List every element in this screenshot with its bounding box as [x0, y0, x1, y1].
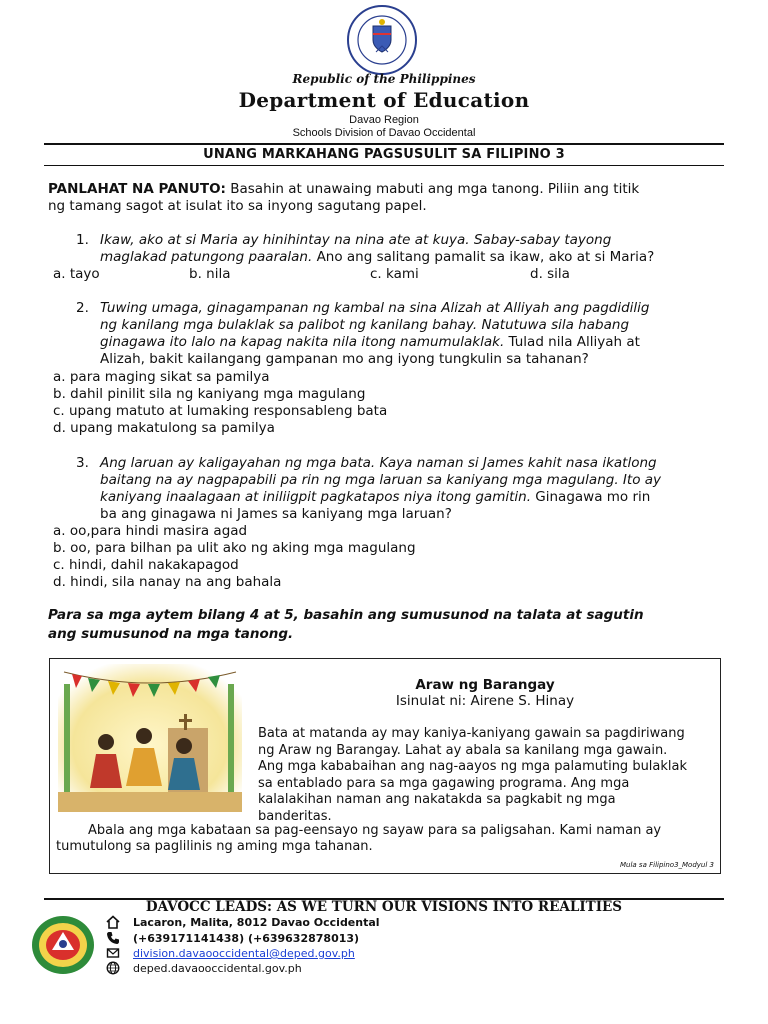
q3-line2: baitang na ay nagpapabili pa rin ng mga laruan sa kaniyang mga magulang. Ito ay [100, 472, 662, 488]
q1-option-a: a. tayo [53, 266, 100, 282]
q3-text [100, 455, 720, 506]
email-icon [106, 946, 120, 960]
deped-seal-logo [346, 4, 418, 76]
story-p1-line: Bata at matanda ay may kaniya-kaniyang gawain sa pagdiriwang [258, 726, 685, 741]
q2-option-b: b. dahil pinilit sila ng kaniyang mga magulang [53, 386, 366, 402]
q2-options [53, 369, 387, 437]
region-line: Davao Region [349, 114, 419, 126]
story-author: Isinulat ni: Airene S. Hinay [395, 693, 575, 709]
festival-illustration [58, 664, 242, 812]
story-p2-line2: tumutulong sa paglilinis ng aming mga tahanan. [56, 839, 373, 854]
story-source: Mula sa Filipino3_Modyul 3 [620, 861, 714, 869]
q3-option-b: b. oo, para bilhan pa ulit ako ng aking mga magulang [53, 540, 416, 556]
q1-number: 1. [76, 232, 89, 248]
footer-website[interactable]: deped.davaooccidental.gov.ph [133, 962, 302, 975]
q3-line1: Ang laruan ay kaligayahan ng mga bata. Kaya naman si James kahit nasa ikatlong [100, 455, 657, 471]
section-line2: ang sumusunod na mga tanong. [48, 626, 294, 642]
q2-option-a: a. para maging sikat sa pamilya [53, 369, 270, 385]
q2-option-d: d. upang makatulong sa pamilya [53, 420, 275, 436]
footer-email-link[interactable]: division.davaooccidental@deped.gov.ph [133, 947, 355, 960]
q3-option-d: d. hindi, sila nanay na ang bahala [53, 574, 282, 590]
section-line1: Para sa mga aytem bilang 4 at 5, basahin ang sumusunod na talata at sagutin [48, 607, 644, 623]
footer-phone: (+639171141438) (+639632878013) [133, 932, 360, 945]
q1-option-c: c. kami [370, 266, 419, 282]
story-p1-line: sa entablado para sa mga gagawing programa. Ang mga [258, 775, 630, 791]
republic-line: Republic of the Philippines [292, 72, 476, 86]
division-logo [30, 914, 96, 976]
footer-address: Lacaron, Malita, 8012 Davao Occidental [133, 916, 380, 929]
story-p1-line: Ang mga kababaihan ang nag-aayos ng mga palamuting bulaklak [258, 759, 688, 775]
division-line: Schools Division of Davao Occidental [292, 127, 476, 139]
q2-line3-italic: ginagawa ito lalo na kapag nakita nila itong namumulaklak. [100, 334, 505, 350]
story-paragraph-1 [258, 726, 714, 826]
story-p1-line: kalalakihan naman ang nakatakda sa pagkabit ng mga [258, 792, 616, 808]
q2-number: 2. [76, 300, 89, 316]
q2-line2: ng kanilang mga bulaklak sa palibot ng kanilang bahay. Natutuwa sila habang [100, 317, 630, 333]
story-p1-line: banderitas. [258, 808, 332, 824]
header-divider [44, 143, 724, 145]
story-p2-line1: Abala ang mga kabataan sa pag-eensayo ng sayaw para sa paligsahan. Kami naman ay [88, 823, 662, 838]
globe-icon [106, 961, 120, 975]
q2-text [100, 300, 720, 368]
department-name: Department of Education [238, 88, 530, 112]
q3-option-c: c. hindi, dahil nakakapagod [53, 557, 239, 573]
q2-option-c: c. upang matuto at lumaking responsableng bata [53, 403, 388, 419]
story-title: Araw ng Barangay [415, 677, 555, 693]
footer-slogan: DAVOCC LEADS: AS WE TURN OUR VISIONS INTO REALITIES [145, 899, 623, 915]
q3-options [53, 523, 416, 591]
q3-line3-italic: kaniyang inaalagaan at iniliigpit pagkatapos niya itong gamitin. [100, 489, 531, 505]
title-divider [44, 165, 724, 166]
home-icon [106, 915, 120, 929]
phone-icon [106, 931, 120, 945]
exam-title: UNANG MARKAHANG PAGSUSULIT SA FILIPINO 3 [203, 147, 565, 162]
q3-line3: Ginagawa mo rin [531, 489, 651, 505]
instructions-label: PANLAHAT NA PANUTO: [48, 181, 226, 197]
q1-text [100, 232, 720, 266]
q1-line2: Ano ang salitang pamalit sa ikaw, ako at si Maria? [312, 249, 655, 265]
section-instruction [48, 606, 748, 644]
q3-option-a: a. oo,para hindi masira agad [53, 523, 248, 539]
q1-option-b: b. nila [189, 266, 231, 282]
q1-line2-italic: maglakad patungong paaralan. [100, 249, 313, 265]
instructions [48, 181, 728, 215]
instructions-line1: Basahin at unawaing mabuti ang mga tanong. Piliin ang titik [225, 181, 640, 197]
story-p1-line: ng Araw ng Barangay. Lahat ay abala sa kanilang mga gawain. [258, 742, 668, 758]
q1-line1: Ikaw, ako at si Maria ay hinihintay na nina ate at kuya. Sabay-sabay tayong [100, 232, 612, 248]
q2-line3: Tulad nila Alliyah at [504, 334, 640, 350]
q1-option-d: d. sila [530, 266, 570, 282]
q2-line1: Tuwing umaga, ginagampanan ng kambal na sina Alizah at Alliyah ang pagdidilig [100, 300, 650, 316]
instructions-line2: ng tamang sagot at isulat ito sa inyong sagutang papel. [48, 198, 427, 214]
q2-line4: Alizah, bakit kailangang gampanan mo ang iyong tungkulin sa tahanan? [100, 351, 589, 367]
q3-line4: ba ang ginagawa ni James sa kaniyang mga laruan? [100, 506, 452, 522]
q3-number: 3. [76, 455, 89, 471]
